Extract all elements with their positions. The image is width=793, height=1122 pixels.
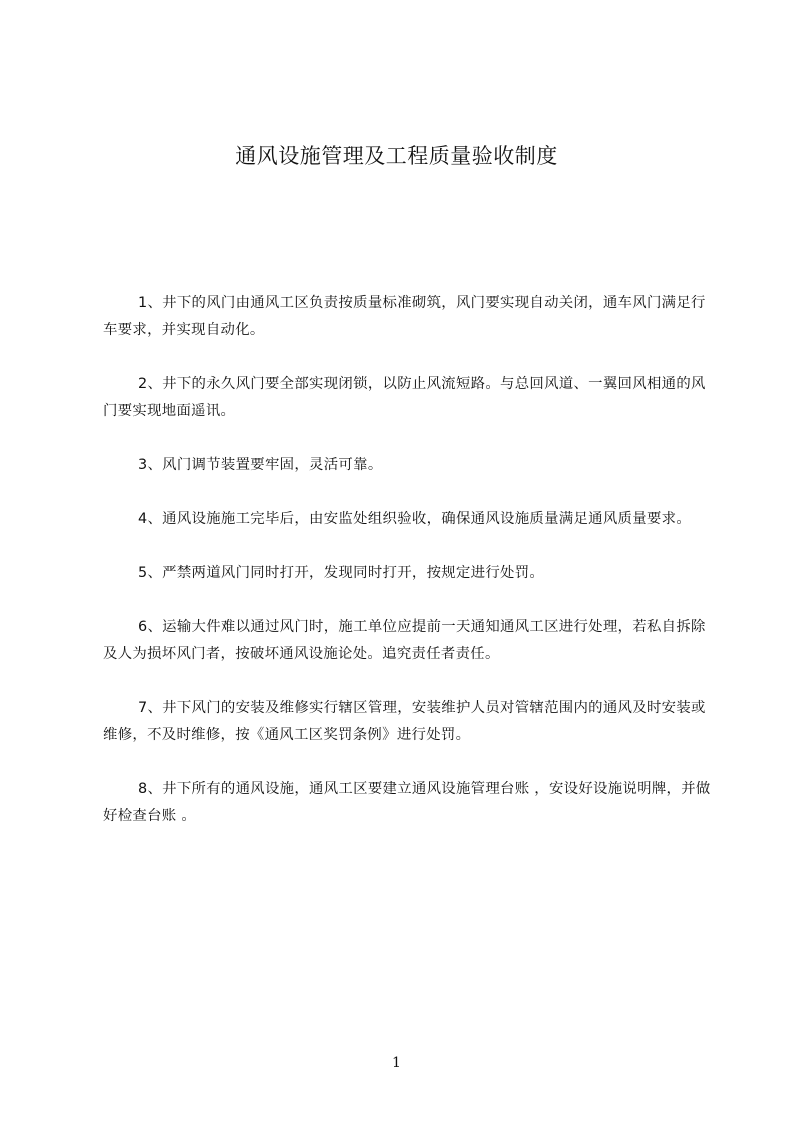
rule-item: 3、风门调节装置要牢固，灵活可靠。: [138, 457, 383, 473]
rule-item: 2、井下的永久风门要全部实现闭锁，以防止风流短路。与总回风道、一翼回风相通的风门要实现地面遥讯。: [103, 376, 706, 419]
rule-item: 6、运输大件难以通过风门时，施工单位应提前一天通知通风工区进行处理，若私自拆除及人为损坏风门者，按破坏通风设施论处。追究责任者责任。: [103, 619, 706, 662]
rules-list: [103, 290, 715, 857]
rule-item: 7、井下风门的安装及维修实行辖区管理，安装维护人员对管辖范围内的通风及时安装或维修，不及时维修，按《通风工区奖罚条例》进行处罚。: [103, 700, 706, 743]
rule-item: 1、井下的风门由通风工区负责按质量标准砌筑，风门要实现自动关闭，通车风门满足行车要求，并实现自动化。: [103, 295, 706, 338]
document-title: 通风设施管理及工程质量验收制度: [235, 144, 558, 168]
page-number: 1: [392, 1055, 401, 1071]
rule-item: 4、通风设施施工完毕后，由安监处组织验收，确保通风设施质量满足通风质量要求。: [138, 511, 692, 527]
rule-item: 5、严禁两道风门同时打开，发现同时打开，按规定进行处罚。: [138, 565, 545, 581]
rule-item: 8、井下所有的通风设施，通风工区要建立通风设施管理台账 ，安设好设施说明牌，并做好检查台账 。: [103, 781, 711, 824]
